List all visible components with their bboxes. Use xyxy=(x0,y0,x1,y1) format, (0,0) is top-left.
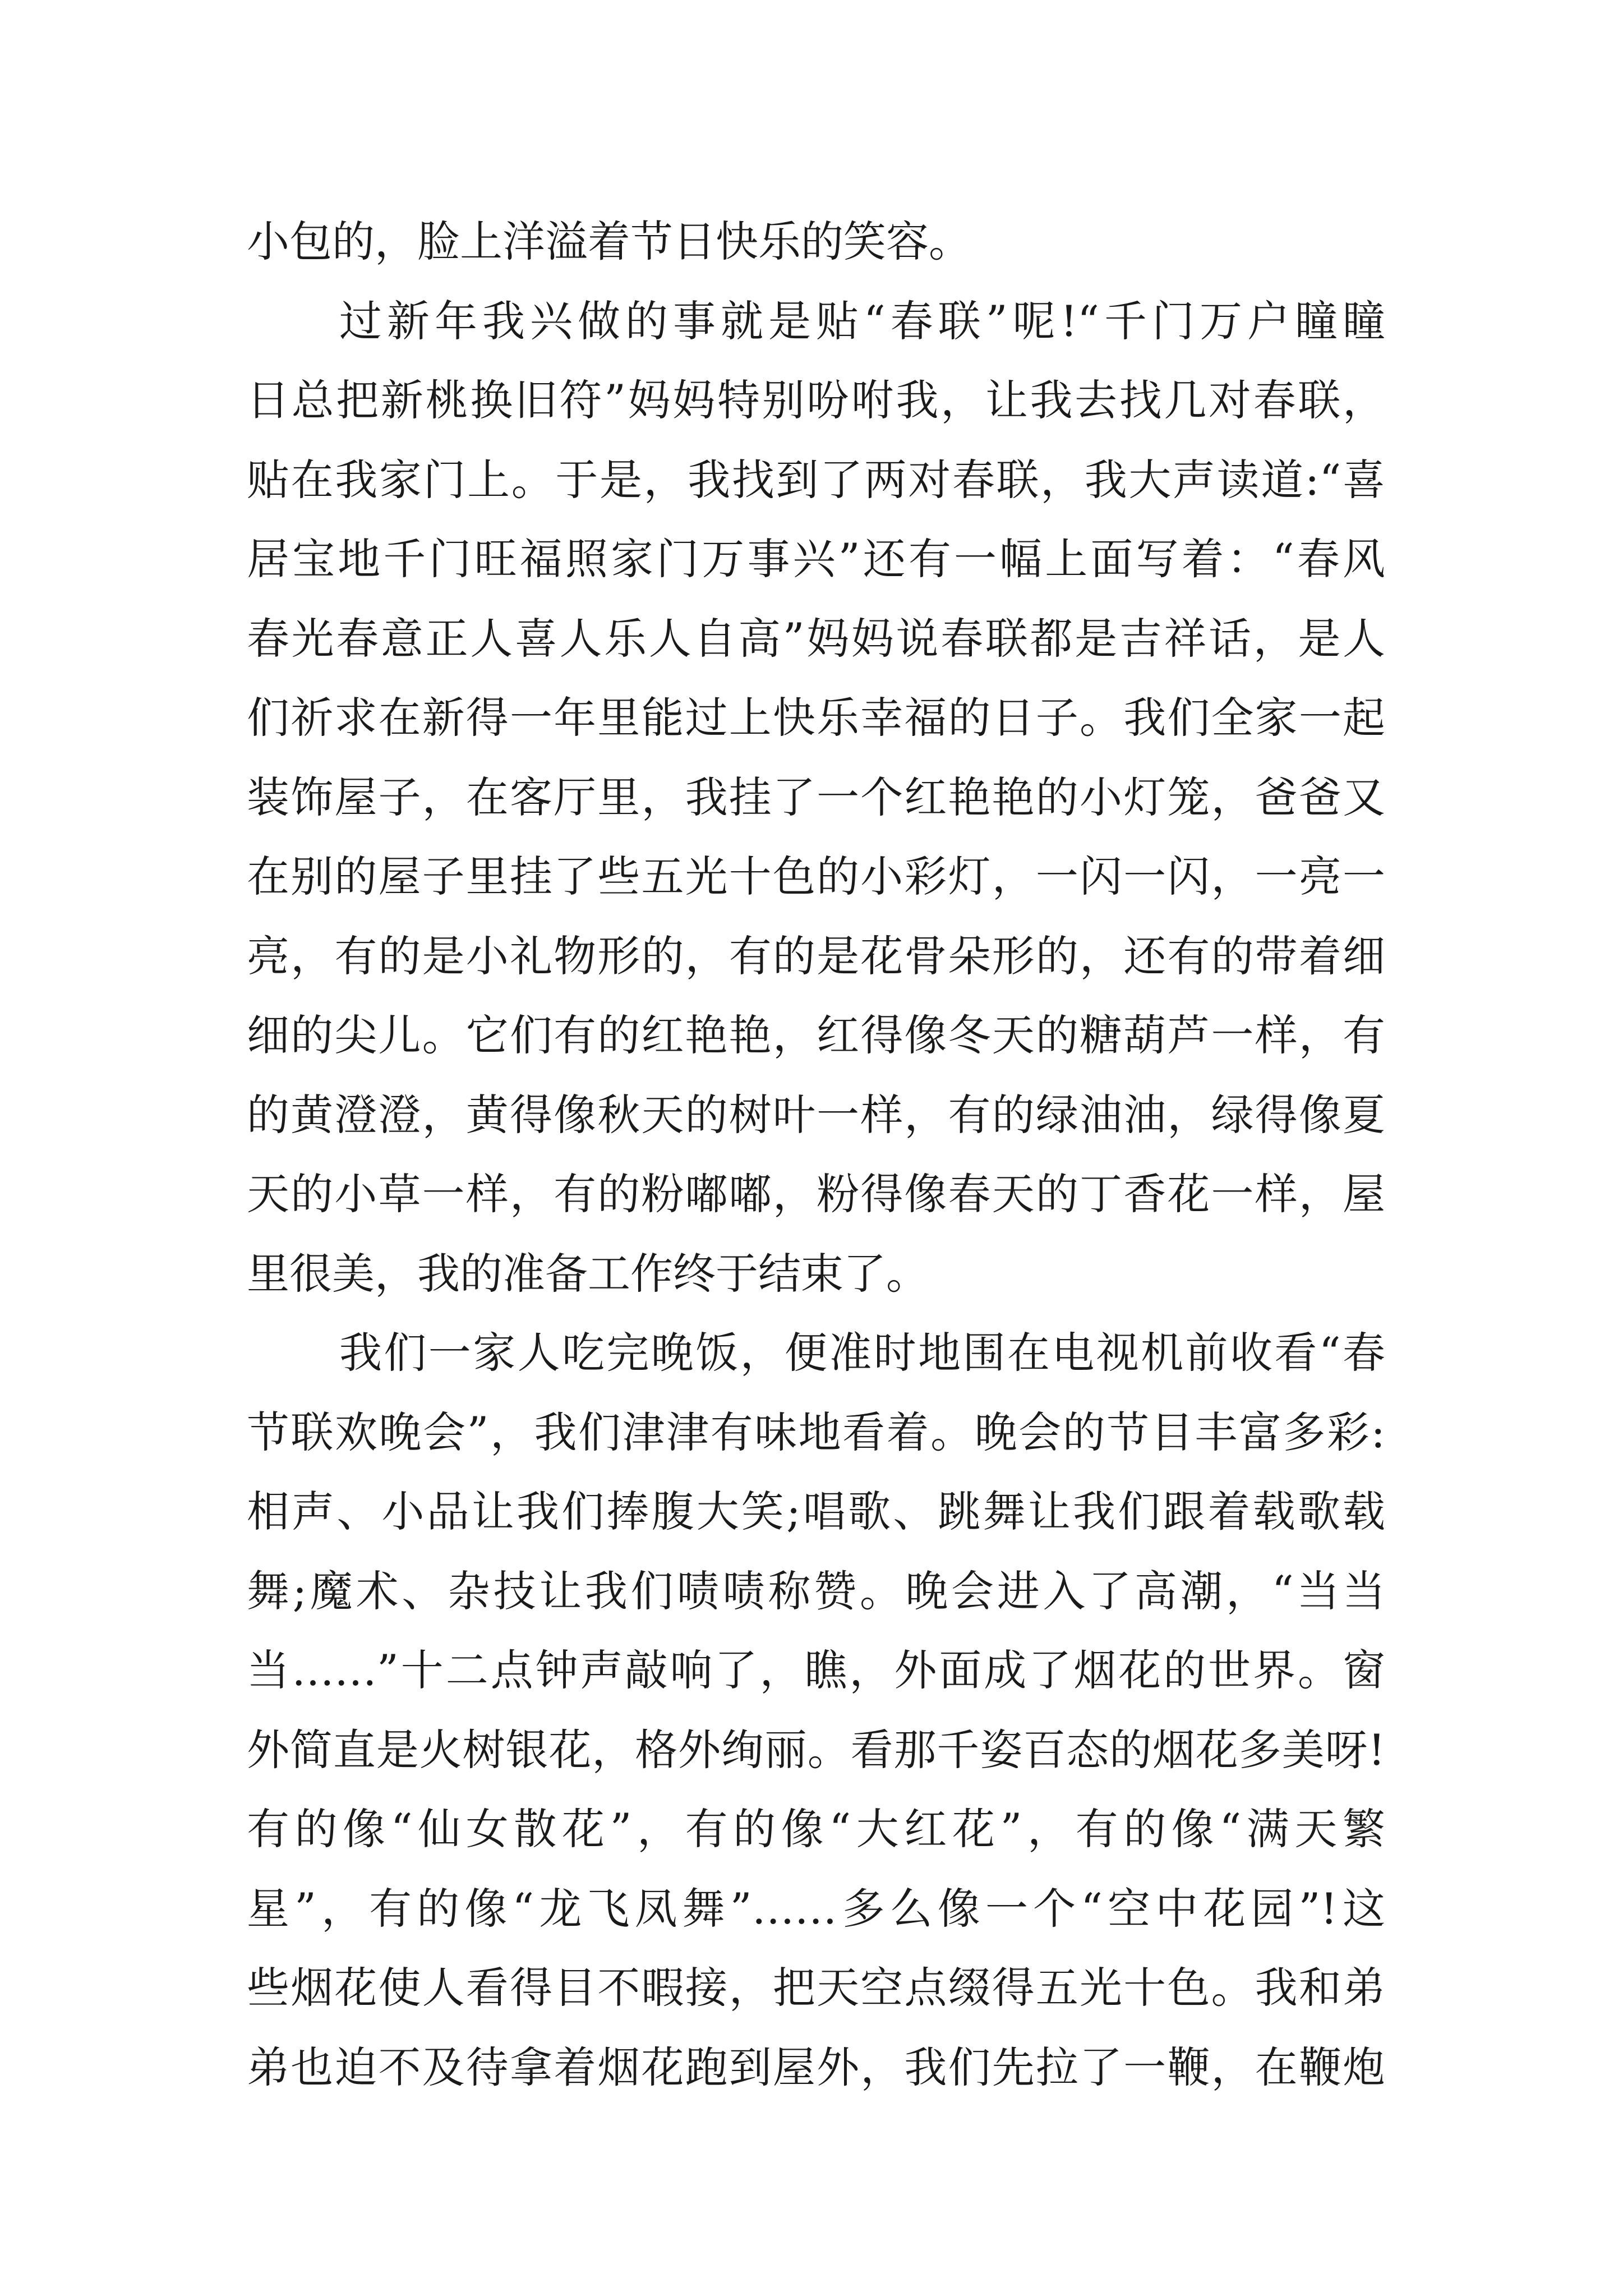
text-line: 贴在我家门上。于是，我找到了两对春联，我大声读道:“喜 xyxy=(247,454,1385,505)
text-line: 有的像“仙女散花”，有的像“大红花”，有的像“满天繁 xyxy=(247,1804,1385,1854)
text-line: 居宝地千门旺福照家门万事兴”还有一幅上面写着：“春风 xyxy=(247,534,1385,584)
text-line: 相声、小品让我们捧腹大笑;唱歌、跳舞让我们跟着载歌载 xyxy=(247,1487,1385,1536)
text-line: 过新年我兴做的事就是贴“春联”呢!“千门万户瞳瞳 xyxy=(339,296,1385,346)
text-line: 在别的屋子里挂了些五光十色的小彩灯，一闪一闪，一亮一 xyxy=(247,852,1385,901)
text-line: 春光春意正人喜人乐人自高”妈妈说春联都是吉祥话，是人 xyxy=(247,613,1385,664)
text-line: 小包的，脸上洋溢着节日快乐的笑容。 xyxy=(247,217,971,266)
text-line: 节联欢晚会”，我们津津有味地看着。晚会的节目丰富多彩: xyxy=(247,1407,1385,1457)
text-line: 日总把新桃换旧符”妈妈特别吩咐我，让我去找几对春联， xyxy=(247,375,1385,425)
text-line: 里很美，我的准备工作终于结束了。 xyxy=(247,1248,929,1299)
text-line: 外简直是火树银花，格外绚丽。看那千姿百态的烟花多美呀! xyxy=(247,1724,1385,1775)
text-line: 舞;魔术、杂技让我们啧啧称赞。晚会进入了高潮，“当当 xyxy=(247,1566,1385,1616)
text-line: 当……”十二点钟声敲响了，瞧，外面成了烟花的世界。窗 xyxy=(247,1645,1385,1695)
text-line: 我们一家人吃完晚饭，便准时地围在电视机前收看“春 xyxy=(339,1328,1385,1378)
body-text xyxy=(247,202,1385,2107)
text-line: 些烟花使人看得目不暇接，把天空点缀得五光十色。我和弟 xyxy=(247,1963,1385,2013)
text-line: 装饰屋子，在客厅里，我挂了一个红艳艳的小灯笼，爸爸又 xyxy=(247,772,1385,822)
text-line: 弟也迫不及待拿着烟花跑到屋外，我们先拉了一鞭，在鞭炮 xyxy=(247,2042,1385,2092)
text-line: 星”，有的像“龙飞凤舞”……多么像一个“空中花园”!这 xyxy=(247,1883,1385,1934)
text-line: 们祈求在新得一年里能过上快乐幸福的日子。我们全家一起 xyxy=(247,693,1385,743)
text-line: 细的尖儿。它们有的红艳艳，红得像冬天的糖葫芦一样，有 xyxy=(247,1010,1385,1060)
text-line: 亮，有的是小礼物形的，有的是花骨朵形的，还有的带着细 xyxy=(247,931,1385,981)
text-line: 天的小草一样，有的粉嘟嘟，粉得像春天的丁香花一样，屋 xyxy=(247,1169,1385,1219)
text-line: 的黄澄澄，黄得像秋天的树叶一样，有的绿油油，绿得像夏 xyxy=(247,1089,1385,1140)
